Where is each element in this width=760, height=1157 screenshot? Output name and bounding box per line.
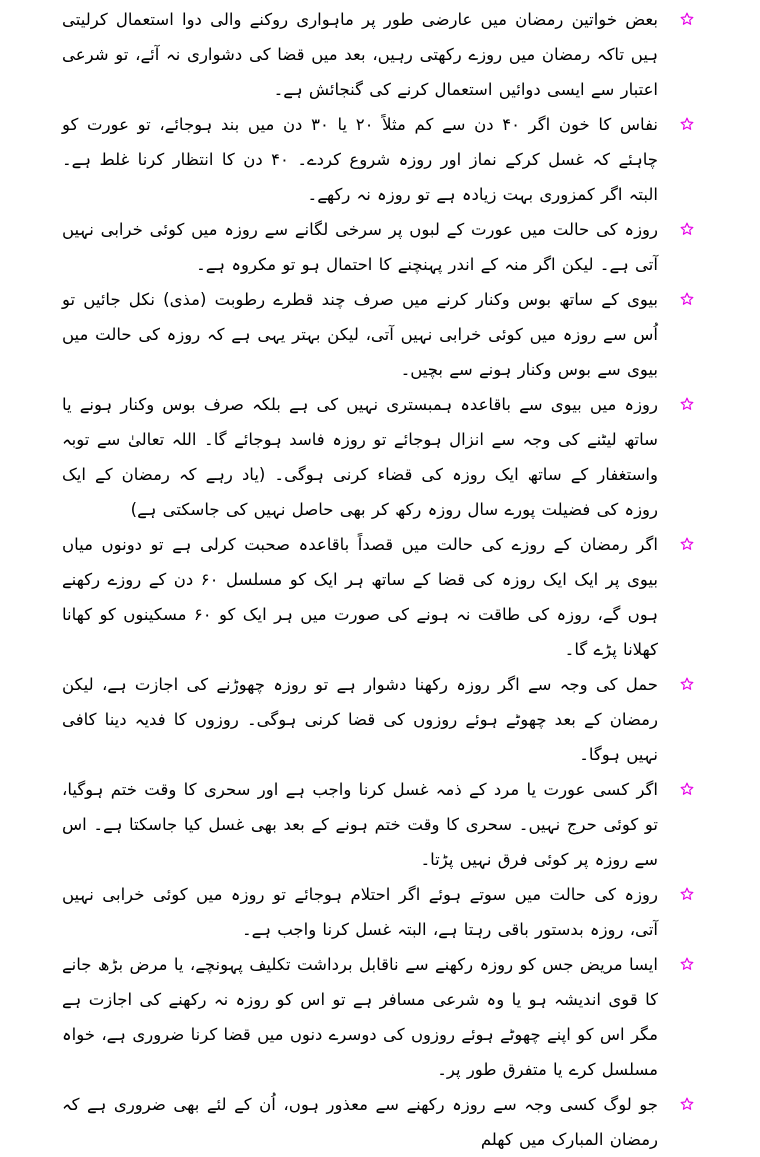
- paragraph-text: بعض خواتین رمضان میں عارضی طور پر ماہواری روکنے والی دوا استعمال کرلیتی ہیں تاکہ رمضان میں روزے رکھتی رہیں، بعد میں قضا کی دشواری نہ آئے، تو شرعی اعتبار سے ایسی دوائیں استعمال کرنے کی گنجائش ہے۔: [62, 10, 658, 99]
- paragraph: [62, 387, 702, 527]
- star-outline-icon: [672, 667, 702, 702]
- paragraph: [62, 947, 702, 1087]
- paragraph: [62, 282, 702, 387]
- paragraph: [62, 772, 702, 877]
- paragraph-text: بیوی کے ساتھ بوس وکنار کرنے میں صرف چند قطرے رطوبت (مذی) نکل جائیں تو اُس سے روزہ میں کوئی خرابی نہیں آتی، لیکن بہتر یہی ہے کہ روزہ کی حالت میں بیوی سے بوس وکنار ہونے سے بچیں۔: [62, 290, 658, 379]
- paragraph-text: حمل کی وجہ سے اگر روزہ رکھنا دشوار ہے تو روزہ چھوڑنے کی اجازت ہے، لیکن رمضان کے بعد چھوٹے ہوئے روزوں کی قضا کرنی ہوگی۔ روزوں کا فدیہ دینا کافی نہیں ہوگا۔: [62, 675, 658, 764]
- paragraph: [62, 212, 702, 282]
- star-outline-icon: [672, 1087, 702, 1122]
- star-outline-icon: [672, 107, 702, 142]
- paragraph: [62, 107, 702, 212]
- paragraph-text: روزہ کی حالت میں عورت کے لبوں پر سرخی لگانے سے روزہ میں کوئی خرابی نہیں آتی ہے۔ لیکن اگر منہ کے اندر پہنچنے کا احتمال ہو تو مکروہ ہے۔: [62, 220, 658, 274]
- paragraph-text: اگر رمضان کے روزے کی حالت میں قصداً باقاعدہ صحبت کرلی ہے تو دونوں میاں بیوی پر ایک ایک روزہ کی قضا کے ساتھ ہر ایک کو مسلسل ۶۰ دن کے روزے رکھنے ہوں گے، روزہ کی طاقت نہ ہونے کی صورت میں ہر ایک کو ۶۰ مسکینوں کو کھانا کھلانا پڑے گا۔: [62, 535, 658, 659]
- star-outline-icon: [672, 947, 702, 982]
- paragraph-text: جو لوگ کسی وجہ سے روزہ رکھنے سے معذور ہوں، اُن کے لئے بھی ضروری ہے کہ رمضان المبارک میں کھلم: [62, 1095, 658, 1149]
- paragraph: [62, 2, 702, 107]
- paragraph-text: ایسا مریض جس کو روزہ رکھنے سے ناقابل برداشت تکلیف پہونچے، یا مرض بڑھ جانے کا قوی اندیشہ ہو یا وہ شرعی مسافر ہے تو اس کو روزہ نہ رکھنے کی اجازت ہے مگر اس کو اپنے چھوٹے ہوئے روزوں کی دوسرے دنوں میں قضا کرنا ضروری ہے، خواہ مسلسل کرے یا متفرق طور پر۔: [62, 955, 658, 1079]
- star-outline-icon: [672, 527, 702, 562]
- star-outline-icon: [672, 877, 702, 912]
- paragraph-text: اگر کسی عورت یا مرد کے ذمہ غسل کرنا واجب ہے اور سحری کا وقت ختم ہوگیا، تو کوئی حرج نہیں۔ سحری کا وقت ختم ہونے کے بعد بھی غسل کیا جاسکتا ہے۔ اس سے روزہ پر کوئی فرق نہیں پڑتا۔: [62, 780, 658, 869]
- star-outline-icon: [672, 772, 702, 807]
- paragraph-text: نفاس کا خون اگر ۴۰ دن سے کم مثلاً ۲۰ یا ۳۰ دن میں بند ہوجائے، تو عورت کو چاہئے کہ غسل کرکے نماز اور روزہ شروع کردے۔ ۴۰ دن کا انتظار کرنا غلط ہے۔ البتہ اگر کمزوری بہت زیادہ ہے تو روزہ نہ رکھے۔: [62, 115, 659, 204]
- star-outline-icon: [672, 387, 702, 422]
- paragraph-text: روزہ کی حالت میں سوتے ہوئے اگر احتلام ہوجائے تو روزہ میں کوئی خرابی نہیں آتی، روزہ بدستور باقی رہتا ہے، البتہ غسل کرنا واجب ہے۔: [62, 885, 658, 939]
- star-outline-icon: [672, 2, 702, 37]
- paragraph-text: روزہ میں بیوی سے باقاعدہ ہمبستری نہیں کی ہے بلکہ صرف بوس وکنار ہونے یا ساتھ لیٹنے کی وجہ سے انزال ہوجائے تو روزہ فاسد ہوجائے گا۔ اللہ تعالیٰ سے توبہ واستغفار کے ساتھ ایک روزہ کی قضاء کرنی ہوگی۔ (یاد رہے کہ رمضان کے ایک روزہ کی فضیلت پورے سال روزہ رکھ کر بھی حاصل نہیں کی جاسکتی ہے): [62, 395, 658, 519]
- paragraph: [62, 667, 702, 772]
- paragraph: [62, 527, 702, 667]
- paragraph: [62, 1087, 702, 1157]
- star-outline-icon: [672, 282, 702, 317]
- paragraph: [62, 877, 702, 947]
- star-outline-icon: [672, 212, 702, 247]
